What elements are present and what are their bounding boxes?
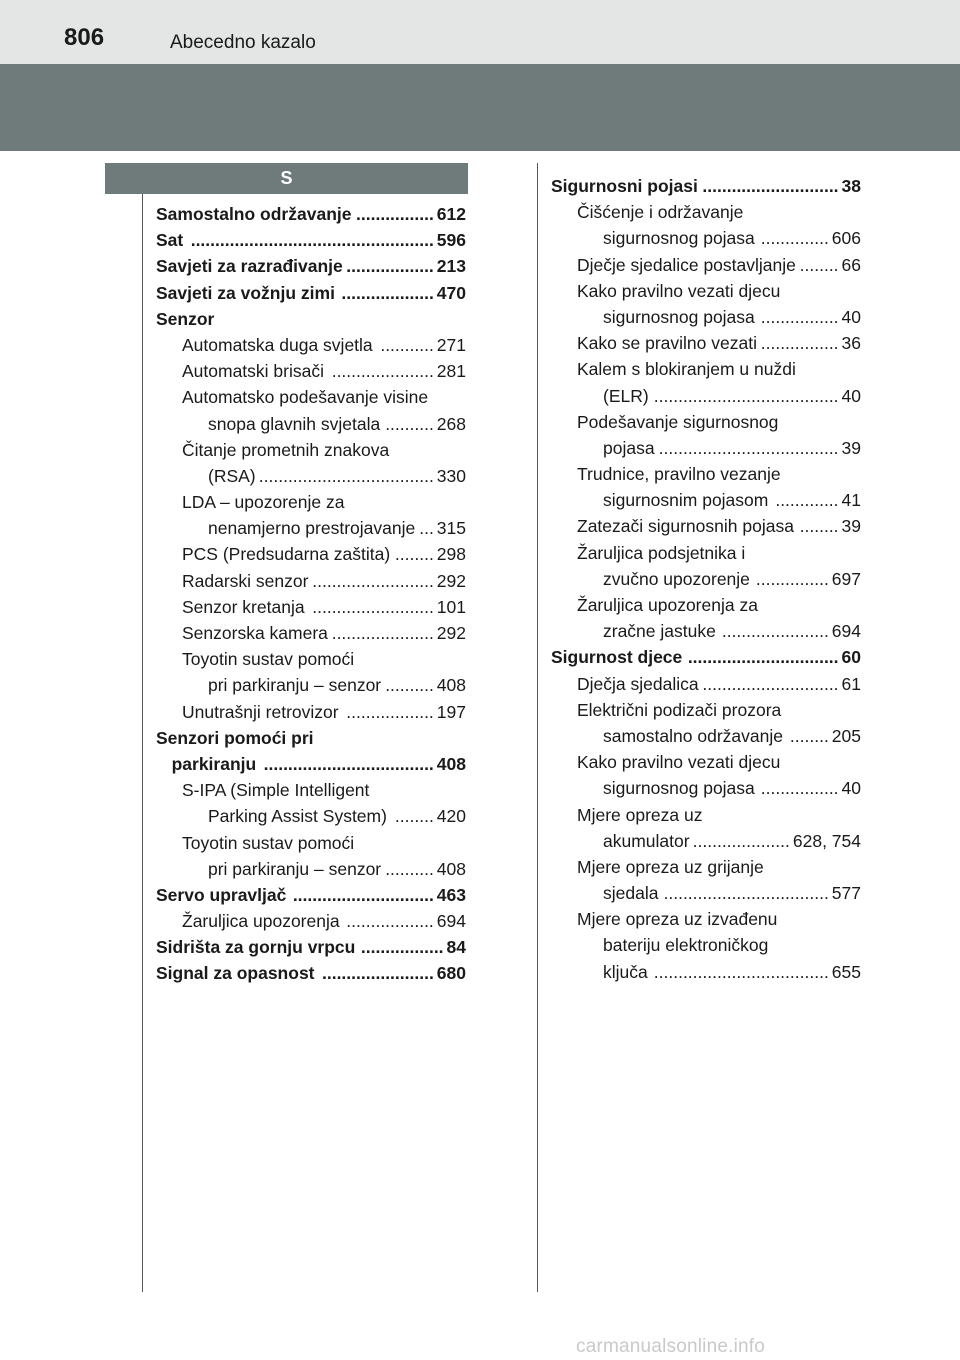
dot-leader: .................................... xyxy=(258,465,434,486)
index-entry xyxy=(551,802,861,828)
entry-page: 197 xyxy=(436,701,466,722)
dot-leader: ........ xyxy=(789,725,829,746)
dot-leader: ............. xyxy=(775,490,839,511)
index-entry xyxy=(156,699,466,725)
entry-text: Automatska duga svjetla xyxy=(182,334,373,355)
dot-leader: .......... xyxy=(385,858,434,879)
dot-leader: ...................................... xyxy=(653,385,839,406)
index-entry xyxy=(156,568,466,594)
entry-text: Kako pravilno vezati djecu xyxy=(577,280,781,301)
entry-text: sjedala xyxy=(603,883,659,904)
index-entry xyxy=(156,672,466,698)
index-entry xyxy=(551,854,861,880)
entry-text: Savjeti za vožnju zimi xyxy=(156,282,335,303)
index-entry xyxy=(156,934,466,960)
index-entry xyxy=(156,777,466,803)
entry-text: Savjeti za razrađivanje xyxy=(156,256,343,277)
entry-page: 101 xyxy=(436,596,466,617)
entry-page: 697 xyxy=(831,568,861,589)
index-entry xyxy=(551,540,861,566)
index-entry xyxy=(551,749,861,775)
index-entry xyxy=(156,856,466,882)
entry-text: Sidrišta za gornju vrpcu xyxy=(156,937,356,958)
index-entry xyxy=(551,618,861,644)
entry-text: ključa xyxy=(603,961,648,982)
index-entry xyxy=(551,487,861,513)
entry-page: 596 xyxy=(436,230,466,251)
dot-leader: .................................................. xyxy=(190,230,434,251)
index-entry xyxy=(551,697,861,723)
entry-text: Toyotin sustav pomoći xyxy=(182,832,355,853)
dot-leader: .............. xyxy=(760,228,829,249)
entry-text: Kako se pravilno vezati xyxy=(577,333,757,354)
entry-text: Podešavanje sigurnosnog xyxy=(577,411,779,432)
entry-text: Samostalno održavanje xyxy=(156,204,352,224)
entry-text: S-IPA (Simple Intelligent xyxy=(182,780,370,801)
index-entry xyxy=(551,252,861,278)
entry-page: 298 xyxy=(436,544,466,565)
entry-text: nenamjerno prestrojavanje xyxy=(208,518,416,539)
index-entry xyxy=(156,803,466,829)
index-entry xyxy=(156,515,466,541)
index-entry xyxy=(156,594,466,620)
dot-leader: ........ xyxy=(799,254,839,275)
entry-page: 36 xyxy=(841,333,861,354)
entry-text: pojasa xyxy=(603,437,655,458)
entry-text: (RSA) xyxy=(208,465,256,486)
dot-leader: ... xyxy=(419,518,434,539)
entry-text: Dječje sjedalice postavljanje xyxy=(577,254,796,275)
entry-text: Sigurnosni pojasi xyxy=(551,176,698,196)
dot-leader: ............................ xyxy=(702,673,839,694)
entry-page: 694 xyxy=(831,621,861,642)
watermark: carmanualsonline.info xyxy=(576,1336,766,1357)
dot-leader: .................................... xyxy=(653,961,829,982)
page-number: 806 xyxy=(64,24,105,51)
entry-page: 577 xyxy=(831,883,861,904)
entry-page: 281 xyxy=(436,361,466,382)
entry-page: 40 xyxy=(841,385,861,406)
index-entry xyxy=(551,671,861,697)
dot-leader: ............................. xyxy=(292,884,434,905)
index-entry xyxy=(156,280,466,306)
dot-leader: ................ xyxy=(760,333,839,354)
entry-page: 606 xyxy=(831,228,861,249)
entry-page: 292 xyxy=(436,623,466,643)
entry-page: 292 xyxy=(436,570,466,591)
entry-text: zvučno upozorenje xyxy=(603,568,750,589)
index-entry xyxy=(551,723,861,749)
entry-text: Čišćenje i održavanje xyxy=(577,202,744,223)
dot-leader: ........ xyxy=(394,544,434,565)
entry-text: Kalem s blokiranjem u nuždi xyxy=(577,359,796,380)
entry-text: sigurnosnog pojasa xyxy=(603,306,755,327)
index-entry xyxy=(551,959,861,985)
entry-page: 61 xyxy=(841,673,861,694)
dot-leader: .................. xyxy=(346,256,434,277)
entry-page: 420 xyxy=(436,806,466,827)
dot-leader: .......... xyxy=(385,413,434,434)
header-bar xyxy=(0,0,960,64)
index-entry xyxy=(551,225,861,251)
entry-page: 39 xyxy=(841,516,861,537)
dot-leader: ........ xyxy=(799,516,839,537)
index-entry xyxy=(156,725,466,751)
dot-leader: ................ xyxy=(760,306,839,327)
section-letter: S xyxy=(105,163,468,194)
index-entry xyxy=(156,620,466,646)
dot-leader: ............................ xyxy=(702,176,839,196)
dot-leader: ................ xyxy=(356,204,434,224)
entry-page: 84 xyxy=(446,937,466,958)
entry-text: Senzor kretanja xyxy=(182,596,305,617)
entry-text: Unutrašnji retrovizor xyxy=(182,701,339,722)
entry-text: Sigurnost djece xyxy=(551,647,683,668)
index-entry xyxy=(551,644,861,670)
index-column-right xyxy=(551,173,861,985)
index-entry xyxy=(156,830,466,856)
entry-text: Mjere opreza uz izvađenu xyxy=(577,909,778,930)
index-entry xyxy=(551,199,861,225)
dot-leader: ........ xyxy=(394,806,434,827)
entry-page: 680 xyxy=(436,963,466,984)
entry-text: Dječja sjedalica xyxy=(577,673,699,694)
index-entry xyxy=(551,592,861,618)
entry-page: 205 xyxy=(831,725,861,746)
entry-text: Senzori pomoći pri xyxy=(156,727,314,748)
entry-page: 40 xyxy=(841,778,861,799)
entry-text: sigurnosnog pojasa xyxy=(603,228,755,249)
index-entry xyxy=(156,384,466,410)
entry-text: Električni podizači prozora xyxy=(577,699,782,720)
entry-page: 694 xyxy=(436,911,466,932)
index-entry xyxy=(551,278,861,304)
entry-page: 612 xyxy=(436,204,466,224)
index-entry xyxy=(551,356,861,382)
dot-leader: ......................... xyxy=(312,570,434,591)
index-entry xyxy=(551,461,861,487)
index-entry xyxy=(551,932,861,958)
index-entry xyxy=(156,751,466,777)
entry-text: Čitanje prometnih znakova xyxy=(182,439,390,460)
dot-leader: ..................................... xyxy=(658,437,839,458)
entry-page: 39 xyxy=(841,437,861,458)
index-entry xyxy=(551,435,861,461)
entry-text: pri parkiranju – senzor xyxy=(208,675,382,696)
dot-leader: ........... xyxy=(380,334,434,355)
page-title: Abecedno kazalo xyxy=(170,32,316,53)
index-entry xyxy=(551,409,861,435)
entry-text: Kako pravilno vezati djecu xyxy=(577,752,781,773)
entry-page: 470 xyxy=(436,282,466,303)
index-entry xyxy=(551,330,861,356)
entry-page: 408 xyxy=(436,675,466,696)
entry-text: Parking Assist System) xyxy=(208,806,387,827)
dot-leader: .................................. xyxy=(663,883,829,904)
entry-text: akumulator xyxy=(603,830,690,851)
center-column-rule xyxy=(537,163,538,1292)
entry-text: Žaruljica podsjetnika i xyxy=(577,542,746,563)
entry-page: 271 xyxy=(436,334,466,355)
dot-leader: ................ xyxy=(760,778,839,799)
entry-page: 38 xyxy=(841,176,861,196)
entry-text: Mjere opreza uz xyxy=(577,804,703,825)
dot-leader: ................................... xyxy=(263,753,434,774)
entry-page: 330 xyxy=(436,465,466,486)
entry-page: 408 xyxy=(436,858,466,879)
entry-page: 463 xyxy=(436,884,466,905)
left-column-rule xyxy=(142,194,143,1292)
index-entry xyxy=(156,358,466,384)
dot-leader: .................. xyxy=(346,701,434,722)
index-entry xyxy=(156,201,466,227)
entry-text: Toyotin sustav pomoći xyxy=(182,649,355,670)
index-entry xyxy=(551,828,861,854)
index-entry xyxy=(551,775,861,801)
entry-text: pri parkiranju – senzor xyxy=(208,858,382,879)
index-entry xyxy=(551,906,861,932)
entry-text: Senzor xyxy=(156,308,215,329)
index-entry xyxy=(156,646,466,672)
entry-page: 213 xyxy=(436,256,466,277)
index-entry xyxy=(551,383,861,409)
dot-leader: ............................... xyxy=(687,647,839,668)
entry-text: Servo upravljač xyxy=(156,884,287,905)
dot-leader: ................... xyxy=(341,282,434,303)
entry-text: snopa glavnih svjetala xyxy=(208,413,381,434)
entry-text: LDA – upozorenje za xyxy=(182,492,345,513)
index-entry xyxy=(156,332,466,358)
entry-page: 40 xyxy=(841,306,861,327)
index-entry xyxy=(156,908,466,934)
index-entry xyxy=(551,173,861,199)
index-entry xyxy=(551,566,861,592)
header-band xyxy=(0,64,960,151)
index-entry xyxy=(551,880,861,906)
entry-page: 66 xyxy=(841,254,861,275)
dot-leader: .......... xyxy=(385,675,434,696)
entry-page: 628, 754 xyxy=(792,830,861,851)
entry-text: bateriju elektroničkog xyxy=(603,935,769,956)
dot-leader: ................. xyxy=(360,937,444,958)
entry-text: PCS (Predsudarna zaštita) xyxy=(182,544,391,565)
index-entry xyxy=(156,463,466,489)
dot-leader: ......................... xyxy=(312,596,434,617)
entry-text: Sat xyxy=(156,230,184,251)
entry-text: samostalno održavanje xyxy=(603,725,783,746)
index-entry xyxy=(156,541,466,567)
entry-text: Automatski brisači xyxy=(182,361,324,382)
entry-text: sigurnosnim pojasom xyxy=(603,490,769,511)
index-entry xyxy=(156,882,466,908)
index-entry xyxy=(156,227,466,253)
dot-leader: ............... xyxy=(755,568,829,589)
entry-text: sigurnosnog pojasa xyxy=(603,778,755,799)
index-entry xyxy=(156,960,466,986)
entry-text: parkiranju xyxy=(171,753,257,774)
index-entry xyxy=(156,253,466,279)
dot-leader: ..................... xyxy=(331,623,434,643)
index-entry xyxy=(156,489,466,515)
entry-text: Žaruljica upozorenja za xyxy=(577,595,758,615)
entry-page: 655 xyxy=(831,961,861,982)
index-column-left xyxy=(156,201,466,987)
entry-page: 41 xyxy=(841,490,861,511)
entry-page: 60 xyxy=(841,647,861,668)
entry-text: Mjere opreza uz grijanje xyxy=(577,856,764,877)
entry-text: zračne jastuke xyxy=(603,621,716,642)
dot-leader: ..................... xyxy=(331,361,434,382)
entry-page: 315 xyxy=(436,518,466,539)
index-entry xyxy=(156,437,466,463)
dot-leader: ...................... xyxy=(721,621,829,642)
index-entry xyxy=(551,513,861,539)
entry-page: 408 xyxy=(436,753,466,774)
dot-leader: ....................... xyxy=(321,963,434,984)
index-entry xyxy=(156,411,466,437)
dot-leader: .................. xyxy=(346,911,434,932)
entry-text: Automatsko podešavanje visine xyxy=(182,387,429,408)
entry-text: Trudnice, pravilno vezanje xyxy=(577,464,781,485)
entry-page: 268 xyxy=(436,413,466,434)
entry-text: Signal za opasnost xyxy=(156,963,315,984)
entry-text: Senzorska kamera xyxy=(182,623,328,643)
entry-text: Zatezači sigurnosnih pojasa xyxy=(577,516,794,537)
entry-text: Žaruljica upozorenja xyxy=(182,911,340,932)
entry-text: (ELR) xyxy=(603,385,649,406)
index-entry xyxy=(156,306,466,332)
entry-text: Radarski senzor xyxy=(182,570,309,591)
dot-leader: .................... xyxy=(692,830,790,851)
index-entry xyxy=(551,304,861,330)
